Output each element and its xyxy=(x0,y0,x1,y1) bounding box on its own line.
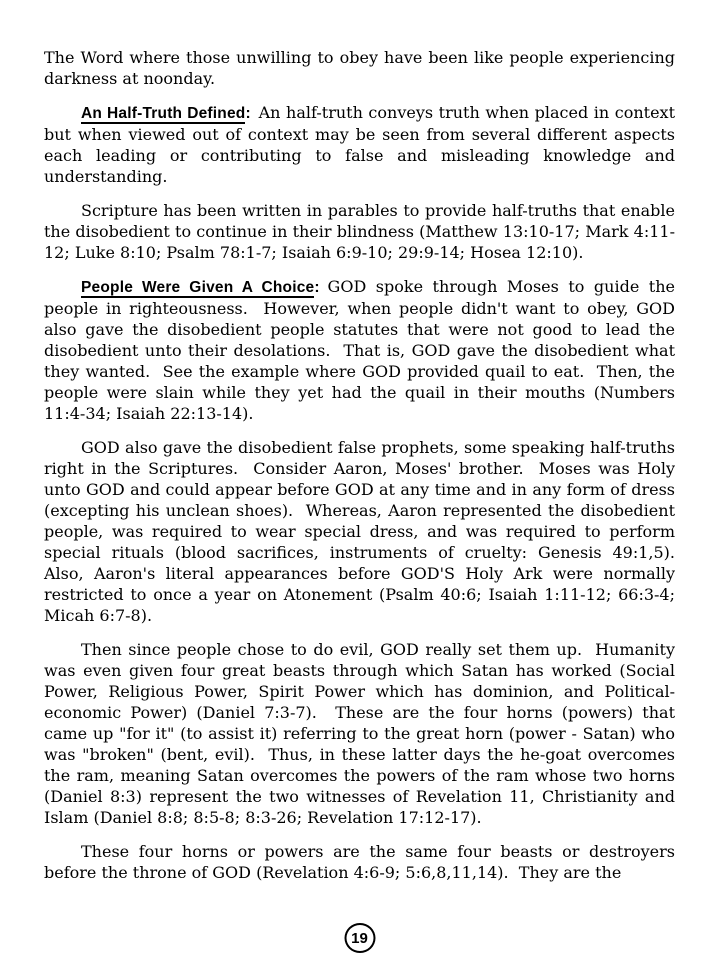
paragraph: The Word where those unwilling to obey have been like people experiencing darkness at noonday. xyxy=(44,48,681,88)
paragraph: Scripture has been written in parables to provide half-truths that enable the disobedient to continue in their blindness (Matthew 13:10-17; Mark 4:11-12; Luke 8:10; Psalm 78:1-7; Isaiah 6:9-10; 29:9-14; Hosea 12:10). xyxy=(44,201,681,262)
paragraph-heading: An Half-Truth Defined xyxy=(81,105,246,122)
paragraph: GOD also gave the disobedient false prophets, some speaking half-truths right in the Scriptures. Consider Aaron, Moses' brother. Moses was Holy unto GOD and could appear before GOD at any time and in any form of dress (excepting his unclean shoes). Whereas, Aaron represented the disobedient people, was required to wear special dress, and was required to perform special rituals (blood sacrifices, instruments of cruelty: Genesis 49:1,5). Also, Aaron's literal appearances before GOD'S Holy Ark were normally restricted to once a year on Atonement (Psalm 40:6; Isaiah 1:11-12; 66:3-4; Micah 6:7-8). xyxy=(44,438,686,625)
paragraph: These four horns or powers are the same four beasts or destroyers before the throne of GOD (Revelation 4:6-9; 5:6,8,11,14). They are the xyxy=(44,842,681,882)
paragraph-heading-colon: : xyxy=(245,105,251,122)
paragraph: Then since people chose to do evil, GOD really set them up. Humanity was even given four great beasts through which Satan has worked (Social Power, Religious Power, Spirit Power which has dominion, and Political-economic Power) (Daniel 7:3-7). These are the four horns (powers) that came up "for it" (to assist it) referring to the great horn (power - Satan) who was "broken" (bent, evil). Thus, in these latter days the he-goat overcomes the ram, meaning Satan overcomes the powers of the ram whose two horns (Daniel 8:3) represent the two witnesses of Revelation 11, Christianity and Islam (Daniel 8:8; 8:5-8; 8:3-26; Revelation 17:12-17). xyxy=(44,640,681,827)
paragraph-heading-colon: : xyxy=(314,279,320,296)
page-body xyxy=(44,47,686,896)
paragraph: An Half-Truth Defined: An half-truth conveys truth when placed in context but when viewed out of context may be seen from several different aspects each leading or contributing to false and misleading knowledge and understanding. xyxy=(44,103,681,186)
page-number: 19 xyxy=(351,929,368,947)
page-number-badge xyxy=(344,923,375,953)
paragraph-heading: People Were Given A Choice xyxy=(81,279,315,296)
paragraph: People Were Given A Choice: GOD spoke through Moses to guide the people in righteousness. However, when people didn't want to obey, GOD also gave the disobedient people statutes that were not good to lead the disobedient unto their desolations. That is, GOD gave the disobedient what they wanted. See the example where GOD provided quail to eat. Then, the people were slain while they yet had the quail in their mouths (Numbers 11:4-34; Isaiah 22:13-14). xyxy=(44,277,681,423)
